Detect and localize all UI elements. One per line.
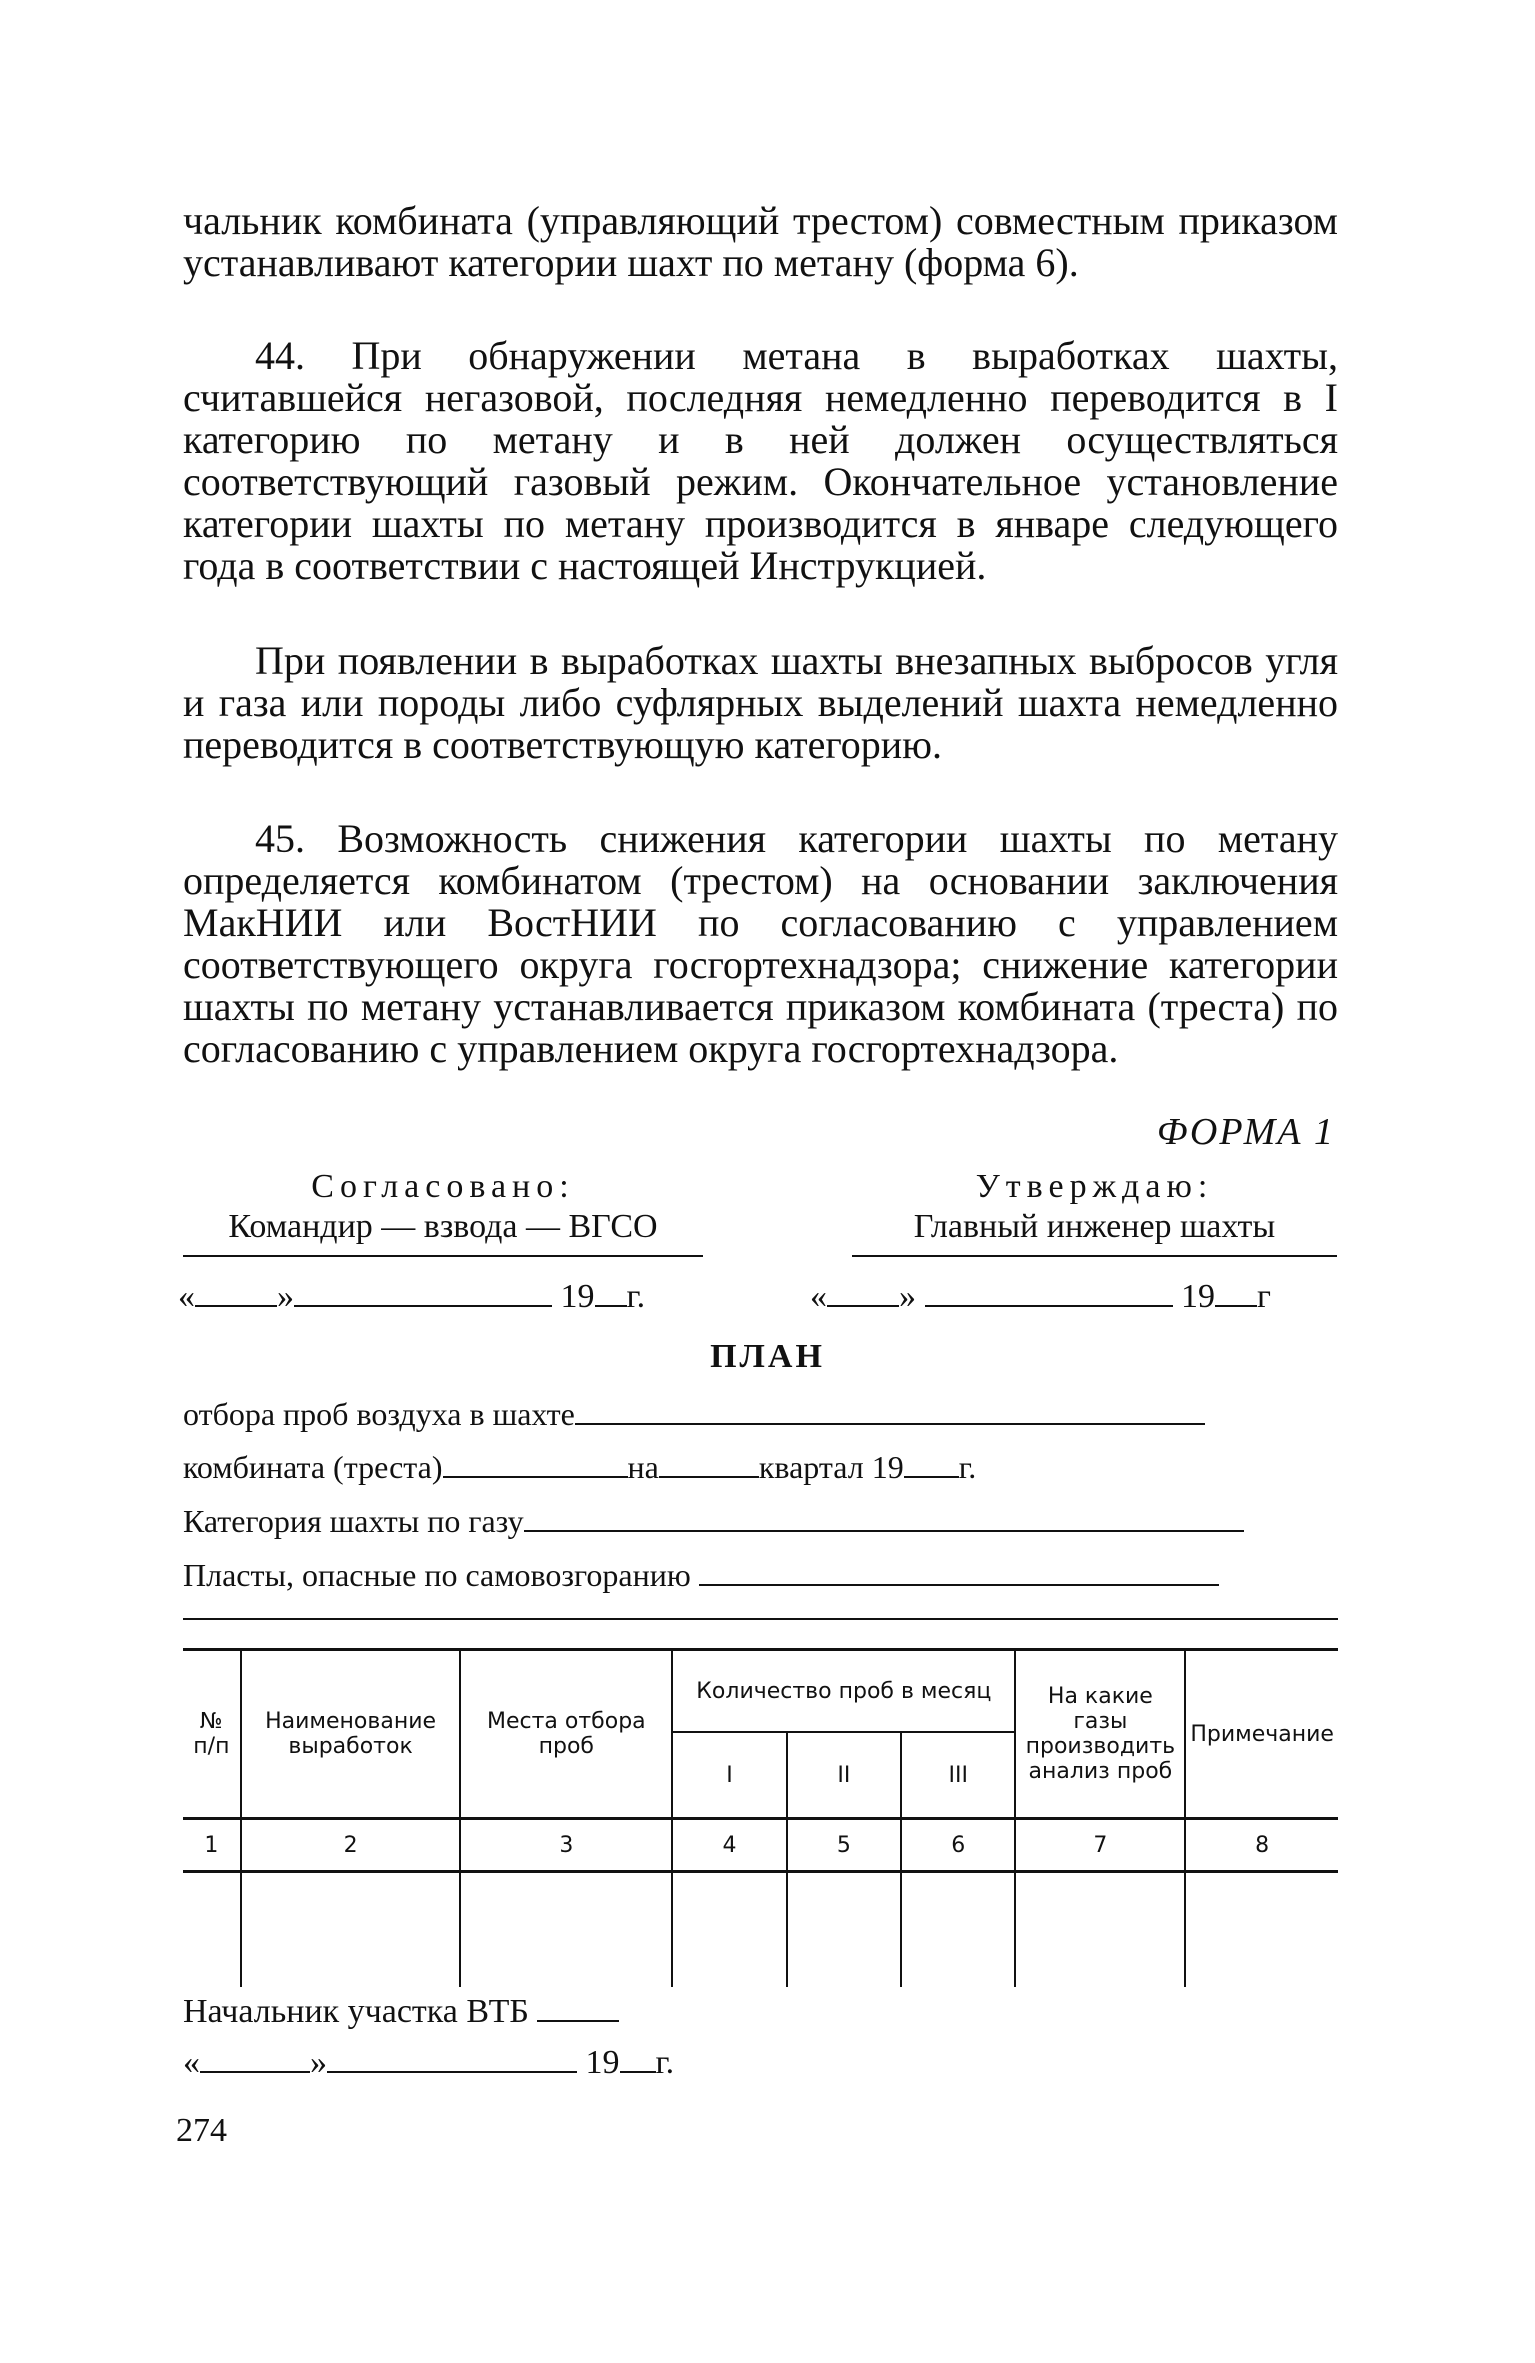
header-month-3: III — [901, 1732, 1015, 1819]
table-row — [183, 1872, 1338, 1988]
table-cell — [460, 1872, 672, 1988]
field-label: комбината (треста) — [183, 1449, 443, 1485]
field-label: г. — [958, 1449, 977, 1485]
field-label: Категория шахты по газу — [183, 1503, 524, 1539]
year-blank — [595, 1277, 627, 1307]
day-blank — [827, 1277, 899, 1307]
header-count: Количество проб в месяц — [672, 1650, 1015, 1733]
header-num: № п/п — [183, 1650, 241, 1819]
header-month-2: II — [787, 1732, 901, 1819]
year-unit: г — [1257, 1278, 1271, 1315]
agreed-title: Согласовано: — [311, 1168, 575, 1205]
month-blank — [294, 1277, 552, 1307]
year-unit: г. — [655, 2044, 675, 2081]
year-prefix: 19 — [560, 1278, 595, 1315]
field-label: на — [627, 1449, 659, 1485]
approve-signature-line — [852, 1255, 1337, 1257]
signer-blank — [537, 1992, 619, 2022]
field-sampling-line — [183, 1395, 1205, 1433]
year-blank — [1215, 1277, 1257, 1307]
column-number: 8 — [1185, 1819, 1338, 1872]
column-number: 3 — [460, 1819, 672, 1872]
table-cell — [241, 1872, 461, 1988]
column-number: 6 — [901, 1819, 1015, 1872]
paragraph-continuation: чальник комбината (управляющий трестом) совместным приказом устанавливают категории шахт по метану (форма 6). — [183, 198, 1338, 285]
date-open-quote: « — [178, 1278, 195, 1315]
sampling-table — [183, 1648, 1338, 1987]
on-blank — [659, 1448, 759, 1478]
signer-label: Начальник участка ВТБ — [183, 1993, 529, 2030]
footer-signer-line — [183, 1992, 619, 2031]
field-category-line — [183, 1502, 1244, 1540]
table-cell — [183, 1872, 241, 1988]
day-blank — [195, 1277, 277, 1307]
column-number-row — [183, 1819, 1338, 1872]
table-cell — [1015, 1872, 1185, 1988]
field-combine-line — [183, 1448, 976, 1486]
table-cell — [1185, 1872, 1338, 1988]
column-number: 1 — [183, 1819, 241, 1872]
field-blank — [699, 1556, 1219, 1586]
agreed-block — [183, 1167, 703, 1247]
form-label: ФОРМА 1 — [1156, 1111, 1335, 1153]
column-number: 5 — [787, 1819, 901, 1872]
header-month-1: I — [672, 1732, 786, 1819]
column-number: 7 — [1015, 1819, 1185, 1872]
paragraph-44: 44. При обнаружении метана в выработках шахты, считавшейся негазовой, последняя немедленно переводится в I категорию по метану и в ней должен осуществляться соответствующий газовый режим. Окончательное установление категории шахты по метану производится в январе следующего года в соответствии с настоящей Инструкцией. — [183, 333, 1338, 588]
field-seams-line — [183, 1556, 1219, 1594]
plan-title: ПЛАН — [710, 1338, 825, 1375]
header-place: Места отбора проб — [460, 1650, 672, 1819]
day-blank — [200, 2043, 310, 2073]
agreed-date-line — [178, 1277, 645, 1316]
year-prefix: 19 — [585, 2044, 620, 2081]
year-prefix: 19 — [1181, 1278, 1215, 1315]
combine-blank — [443, 1448, 628, 1478]
field-label: квартал 19 — [758, 1449, 904, 1485]
table-cell — [787, 1872, 901, 1988]
month-blank — [327, 2043, 577, 2073]
year-blank — [620, 2043, 656, 2073]
page-number: 274 — [176, 2112, 227, 2149]
column-number: 4 — [672, 1819, 786, 1872]
footer-date-line — [183, 2043, 674, 2082]
date-close-quote: » — [277, 1278, 294, 1315]
header-gases: На какие газы производить анализ проб — [1015, 1650, 1185, 1819]
agreed-signature-line — [183, 1255, 703, 1257]
field-extra-line — [183, 1618, 1338, 1620]
approve-block — [852, 1167, 1337, 1247]
header-name: Наименование выработок — [241, 1650, 461, 1819]
date-close-quote: » — [310, 2044, 327, 2081]
paragraph-45: 45. Возможность снижения категории шахты по метану определяется комбинатом (трестом) на основании заключения МакНИИ или ВостНИИ по согласованию с управлением соответствующего округа госгортехнадзора; снижение категории шахты по метану устанавливается приказом комбината (треста) по согласованию с управлением округа госгортехнадзора. — [183, 816, 1338, 1071]
field-label: Пласты, опасные по самовозгоранию — [183, 1557, 691, 1593]
date-open-quote: « — [183, 2044, 200, 2081]
quarter-year-blank — [904, 1448, 959, 1478]
date-close-quote: » — [899, 1278, 916, 1315]
approve-position: Главный инженер шахты — [913, 1208, 1276, 1245]
table-cell — [672, 1872, 786, 1988]
field-blank — [575, 1395, 1205, 1425]
paragraph-sudden-outbursts: При появлении в выработках шахты внезапных выбросов угля и газа или породы либо суфлярных выделений шахта немедленно переводится в соответствующую категорию. — [183, 638, 1338, 767]
approve-title: Утверждаю: — [975, 1168, 1214, 1205]
year-unit: г. — [626, 1278, 646, 1315]
table-cell — [901, 1872, 1015, 1988]
approve-date-line — [810, 1277, 1271, 1316]
month-blank — [925, 1277, 1173, 1307]
agreed-position: Командир — взвода — ВГСО — [228, 1208, 658, 1245]
header-note: Примечание — [1185, 1650, 1338, 1819]
column-number: 2 — [241, 1819, 461, 1872]
field-blank — [524, 1502, 1244, 1532]
date-open-quote: « — [810, 1278, 827, 1315]
field-label: отбора проб воздуха в шахте — [183, 1396, 575, 1432]
